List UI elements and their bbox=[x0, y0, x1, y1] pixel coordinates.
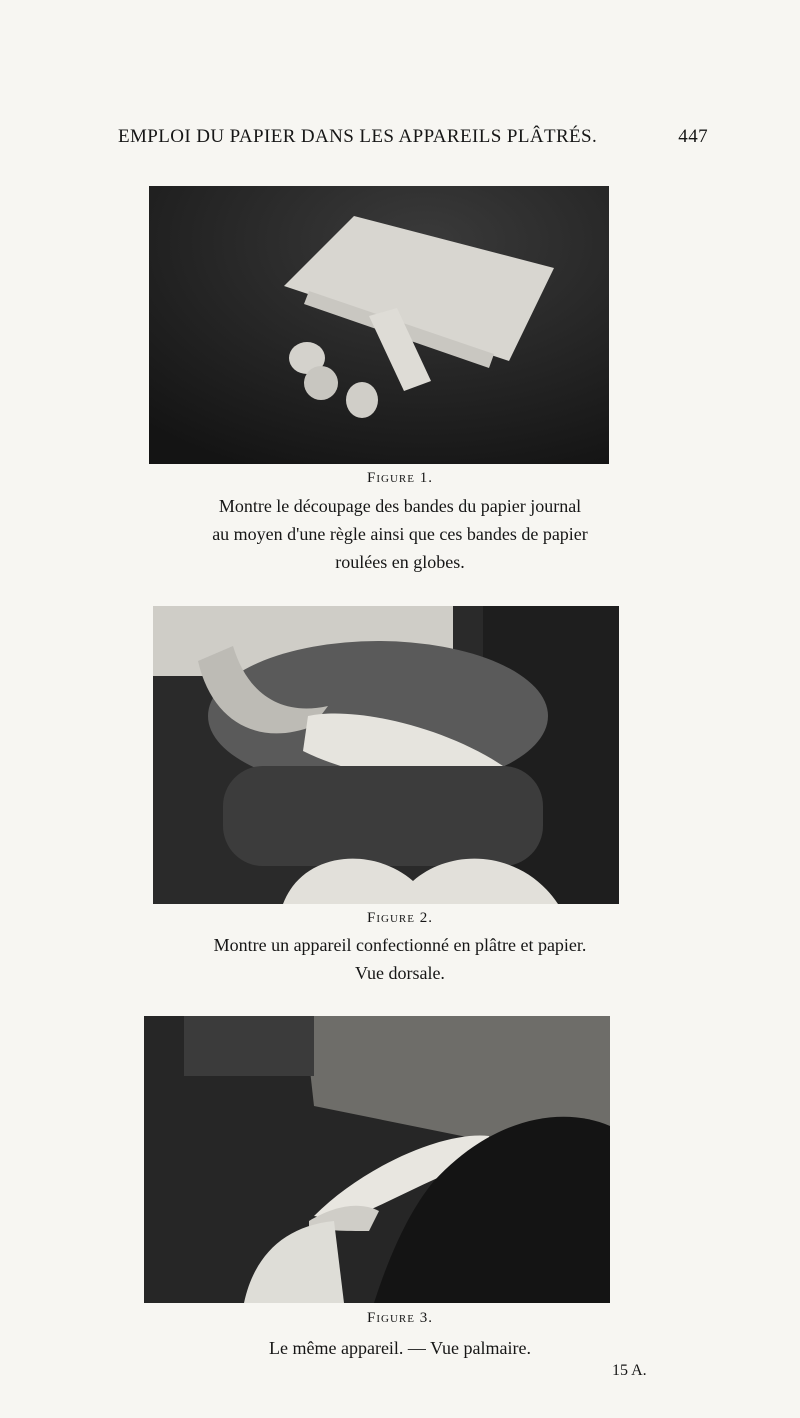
figure-1-caption bbox=[100, 492, 700, 576]
figure-1-caption-line: au moyen d'une règle ainsi que ces bandes de papier bbox=[212, 524, 588, 544]
figure-1-caption-line: Montre le découpage des bandes du papier journal bbox=[218, 496, 582, 516]
running-head-title: EMPLOI DU PAPIER DANS LES APPAREILS PLÂTRÉS. bbox=[118, 126, 598, 147]
figure-3-caption-line: Le même appareil. — Vue palmaire. bbox=[269, 1338, 531, 1358]
figure-2-caption-line: Montre un appareil confectionné en plâtre et papier. bbox=[213, 935, 587, 955]
figure-3-label: Figure 3. bbox=[367, 1310, 433, 1326]
figure-2-caption bbox=[100, 931, 700, 987]
figure-1-label: Figure 1. bbox=[367, 470, 433, 486]
signature-mark: 15 A. bbox=[612, 1362, 647, 1379]
figure-3-photo bbox=[144, 1016, 610, 1303]
figure-1-caption-line: roulées en globes. bbox=[335, 552, 465, 572]
figure-3-caption bbox=[100, 1334, 700, 1362]
figure-2-photo bbox=[153, 606, 619, 904]
figure-1-photo bbox=[149, 186, 609, 464]
page-number: 447 bbox=[678, 126, 708, 147]
figure-2-caption-line: Vue dorsale. bbox=[355, 963, 445, 983]
figure-2-label: Figure 2. bbox=[367, 910, 433, 926]
